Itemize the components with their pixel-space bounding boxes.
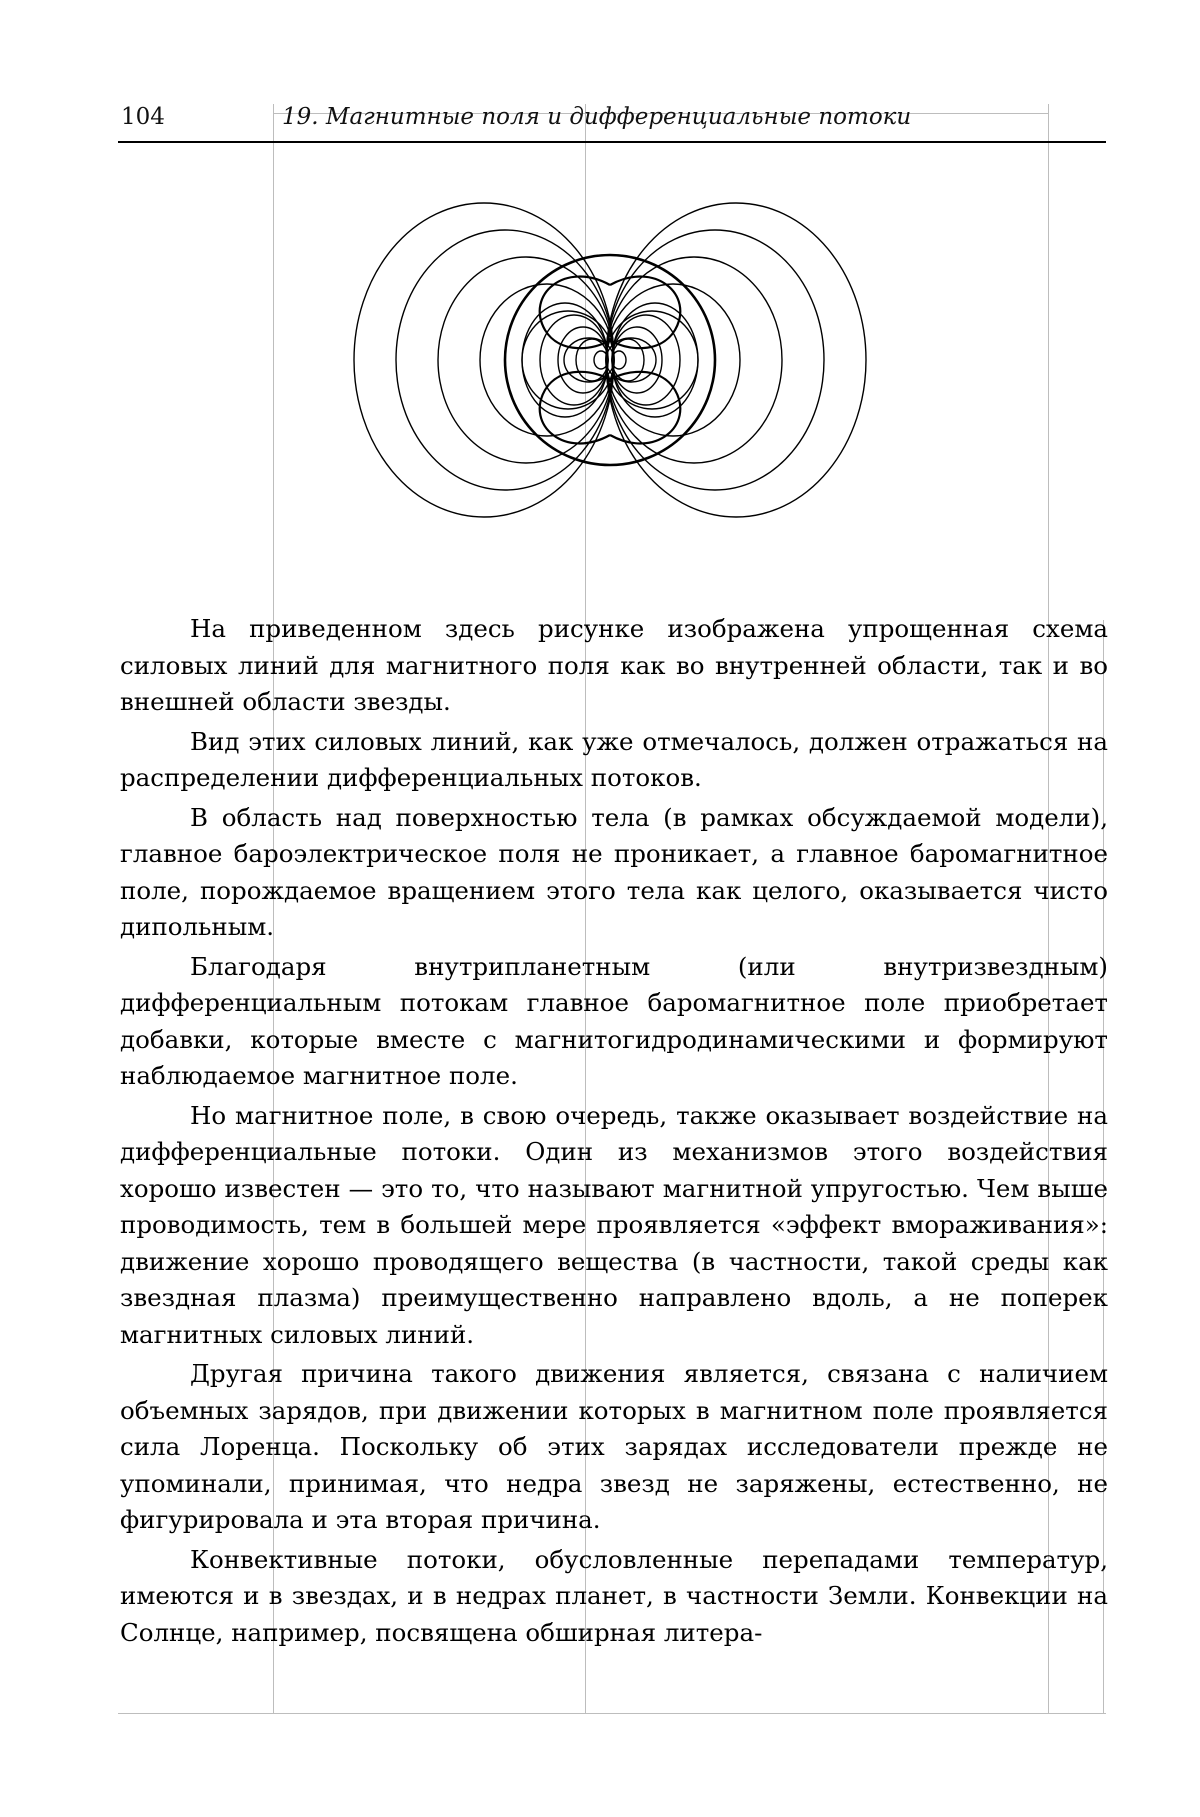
paragraph-7: Конвективные потоки, обусловленные перепадами температур, имеются и в звездах, и в недрах планет, в частности Земли. Конвекции на Солнце, например, посвящена обширная литера-: [120, 1544, 1108, 1647]
paragraph-6: Другая причина такого движения является, связана с наличием объемных зарядов, при движении которых в магнитном поле проявляется сила Лоренца. Поскольку об этих зарядах исследователи прежде не упоминали, принимая, что недра звезд не заряжены, естественно, не фигурировала и эта вторая причина.: [120, 1359, 1108, 1534]
paragraph-1: На приведенном здесь рисунке изображена упрощенная схема силовых линий для магнитного поля как во внутренней области, так и во внешней области звезды.: [120, 614, 1108, 716]
inner-field-line-left: [558, 327, 608, 393]
outer-field-line-left: [354, 203, 614, 517]
inner-field-line-left: [576, 339, 608, 381]
paragraph-3: В область над поверхностью тела (в рамках обсуждаемой модели), главное бароэлектрическое поля не проникает, а главное баромагнитное поле, порождаемое вращением этого тела как целого, оказывается чисто дипольным.: [120, 802, 1108, 941]
inner-field-line-left: [522, 303, 608, 417]
paragraph-2: Вид этих силовых линий, как уже отмечалось, должен отражаться на распределении дифференциальных потоков.: [120, 726, 1108, 792]
field-lines-figure: [350, 170, 870, 550]
inner-field-line-right: [612, 303, 698, 417]
paragraph-5: Но магнитное поле, в свою очередь, также оказывает воздействие на дифференциальные потоки. Один из механизмов этого воздействия хорошо известен — это то, что называют магнитной упругостью. Чем выше проводимость, тем в большей мере проявляется «эффект вмораживания»: движение хорошо проводящего вещества (в частности, такой среды как звездная плазма) преимущественно направлено вдоль, а не поперек магнитных силовых линий.: [120, 1100, 1108, 1349]
inner-field-line-right: [612, 327, 662, 393]
running-title: 19. Магнитные поля и дифференциальные потоки: [282, 104, 912, 130]
paragraph-4: Благодаря внутрипланетным (или внутризвездным) дифференциальным потокам главное баромагнитное поле приобретает добавки, которые вместе с магнитогидродинамическими и формируют наблюдаемое магнитное поле.: [120, 951, 1108, 1090]
inner-field-loops: [522, 277, 698, 444]
page-number: 104: [121, 104, 165, 130]
guide-line-bottom: [118, 1713, 1106, 1714]
outer-dipole-loops: [354, 203, 866, 517]
inner-field-line-right: [612, 339, 644, 381]
header-rule: [118, 141, 1106, 143]
body-text: [120, 611, 1108, 1651]
outer-field-line-right: [606, 203, 866, 517]
star-surface-circle: [505, 255, 715, 465]
